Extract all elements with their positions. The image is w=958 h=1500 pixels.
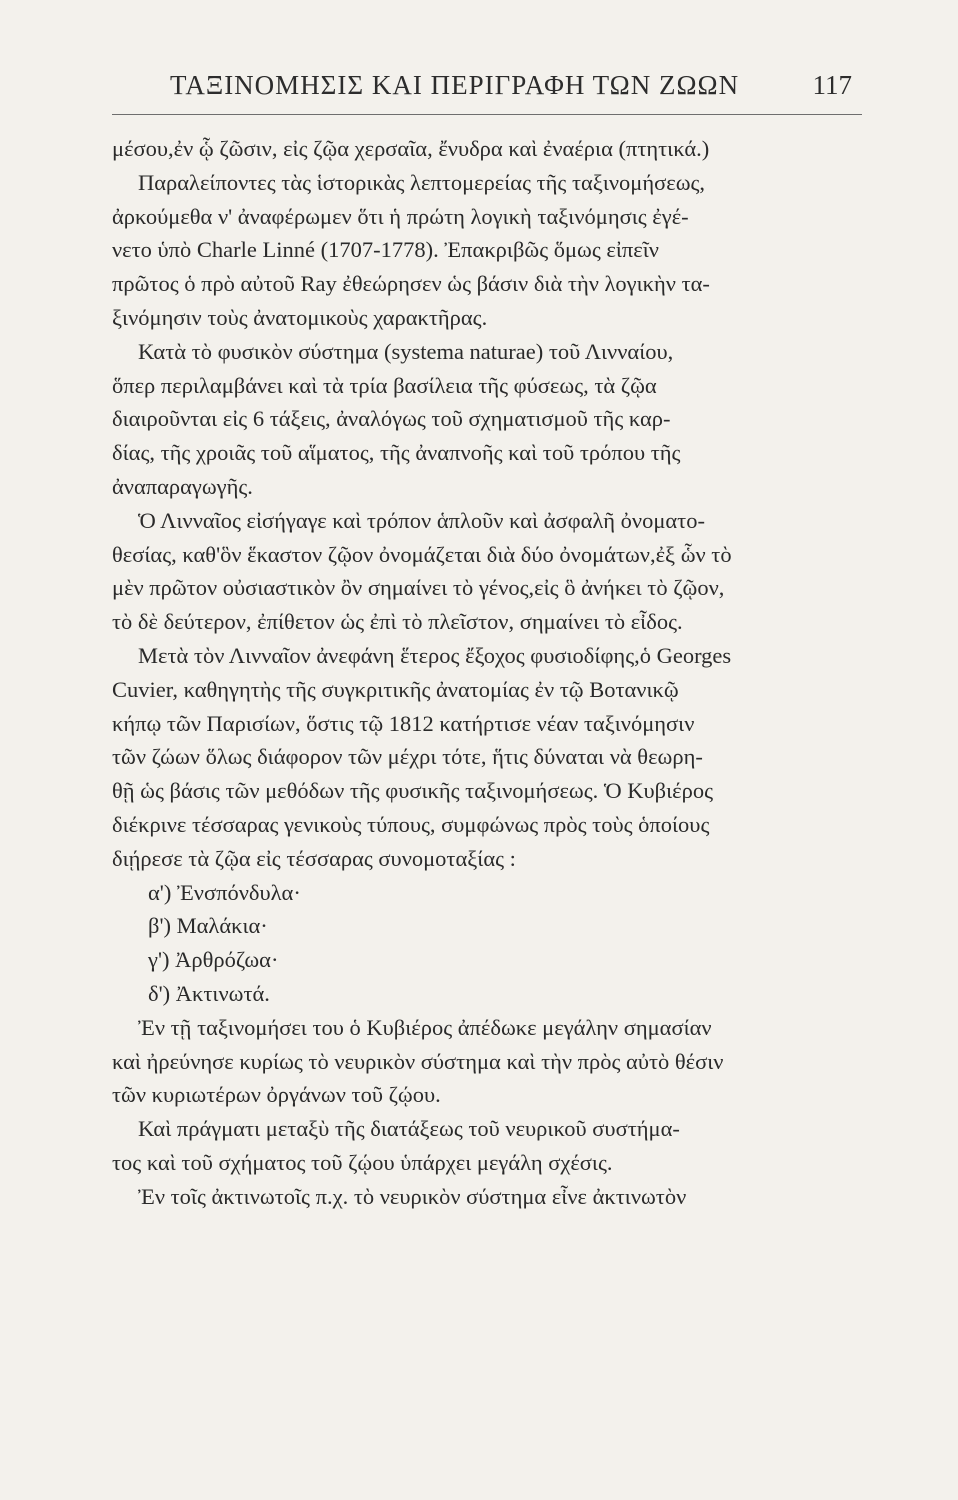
text-line: θῇ ὡς βάσις τῶν μεθόδων τῆς φυσικῆς ταξινομήσεως. Ὁ Κυβιέρος <box>112 778 714 804</box>
text-line: Κατὰ τὸ φυσικὸν σύστημα (systema naturae) τοῦ Λινναίου, <box>138 338 674 364</box>
text-line: διῄρεσε τὰ ζῷα εἰς τέσσαρας συνομοταξίας : <box>112 845 516 871</box>
text-line: κήπῳ τῶν Παρισίων, ὅστις τῷ 1812 κατήρτισε νέαν ταξινόμησιν <box>112 710 695 736</box>
text-line: δίας, τῆς χροιᾶς τοῦ αἵματος, τῆς ἀναπνοῆς καὶ τοῦ τρόπου τῆς <box>112 440 681 466</box>
text-line: Καὶ πράγματι μεταξὺ τῆς διατάξεως τοῦ νευρικοῦ συστήμα- <box>138 1116 680 1142</box>
running-title: ΤΑΞΙΝΟΜΗΣΙΣ ΚΑΙ ΠΕΡΙΓΡΑΦΗ ΤΩΝ ΖΩΩΝ <box>170 70 740 100</box>
text-line: μὲν πρῶτον οὐσιαστικὸν ὂν σημαίνει τὸ γένος,εἰς ὃ ἀνήκει τὸ ζῷον, <box>112 575 725 601</box>
text-line: δ') Ἀκτινωτά. <box>148 980 270 1006</box>
text-line: Ἐν τῇ ταξινομήσει του ὁ Κυβιέρος ἀπέδωκε μεγάλην σημασίαν <box>138 1014 712 1040</box>
text-line: μέσου,ἐν ᾧ ζῶσιν, εἰς ζῷα χερσαῖα, ἔνυδρα καὶ ἐναέρια (πτητικά.) <box>112 136 710 161</box>
text-line: β') Μαλάκια· <box>148 913 268 939</box>
text-line: τὸ δὲ δεύτερον, ἐπίθετον ὡς ἐπὶ τὸ πλεῖστον, σημαίνει τὸ εἶδος. <box>112 609 683 635</box>
text-line: ἀρκούμεθα ν' ἀναφέρωμεν ὅτι ἡ πρώτη λογικὴ ταξινόμησις ἐγέ- <box>112 203 689 229</box>
text-line: διέκρινε τέσσαρας γενικοὺς τύπους, συμφώνως πρὸς τοὺς ὁποίους <box>112 811 710 837</box>
text-line: ξινόμησιν τοὺς ἀνατομικοὺς χαρακτῆρας. <box>112 304 488 330</box>
text-line: α') Ἐνσπόνδυλα· <box>148 879 301 905</box>
text-line: Παραλείποντες τὰς ἱστορικὰς λεπτομερείας τῆς ταξινομήσεως, <box>138 169 706 195</box>
page-number: 117 <box>812 70 852 100</box>
text-line: τος καὶ τοῦ σχήματος τοῦ ζῴου ὑπάρχει μεγάλη σχέσις. <box>112 1149 613 1175</box>
text-line: Μετὰ τὸν Λινναῖον ἀνεφάνη ἕτερος ἔξοχος φυσιοδίφης,ὁ Georges <box>138 642 732 668</box>
header-rule <box>112 114 862 115</box>
text-line: πρῶτος ὁ πρὸ αὐτοῦ Ray ἐθεώρησεν ὡς βάσιν διὰ τὴν λογικὴν τα- <box>112 271 710 297</box>
text-line: ὅπερ περιλαμβάνει καὶ τὰ τρία βασίλεια τῆς φύσεως, τὰ ζῷα <box>112 372 657 398</box>
text-line: καὶ ἠρεύνησε κυρίως τὸ νευρικὸν σύστημα καὶ τὴν πρὸς αὐτὸ θέσιν <box>112 1048 724 1074</box>
text-line: Ὁ Λινναῖος εἰσήγαγε καὶ τρόπον ἁπλοῦν καὶ ἀσφαλῆ ὀνοματο- <box>138 507 705 533</box>
text-line: νετο ὑπὸ Charle Linné (1707-1778). Ἐπακριβῶς ὅμως εἰπεῖν <box>112 237 659 263</box>
text-line: Ἐν τοῖς ἀκτινωτοῖς π.χ. τὸ νευρικὸν σύστημα εἶνε ἀκτινωτὸν <box>138 1183 687 1209</box>
text-line: γ') Ἀρθρόζωα· <box>148 947 279 973</box>
running-header <box>110 62 862 110</box>
body-text <box>112 132 872 1214</box>
text-line: τῶν ζώων ὅλως διάφορον τῶν μέχρι τότε, ἥτις δύναται νὰ θεωρη- <box>112 744 703 770</box>
text-line: τῶν κυριωτέρων ὀργάνων τοῦ ζῴου. <box>112 1082 441 1108</box>
text-line: Cuvier, καθηγητὴς τῆς συγκριτικῆς ἀνατομίας ἐν τῷ Βοτανικῷ <box>112 676 679 702</box>
text-line: ἀναπαραγωγῆς. <box>112 473 253 499</box>
text-line: διαιροῦνται εἰς 6 τάξεις, ἀναλόγως τοῦ σχηματισμοῦ τῆς καρ- <box>112 406 671 432</box>
text-line: θεσίας, καθ'ὃν ἕκαστον ζῷον ὀνομάζεται διὰ δύο ὀνομάτων,ἐξ ὧν τὸ <box>112 541 732 567</box>
